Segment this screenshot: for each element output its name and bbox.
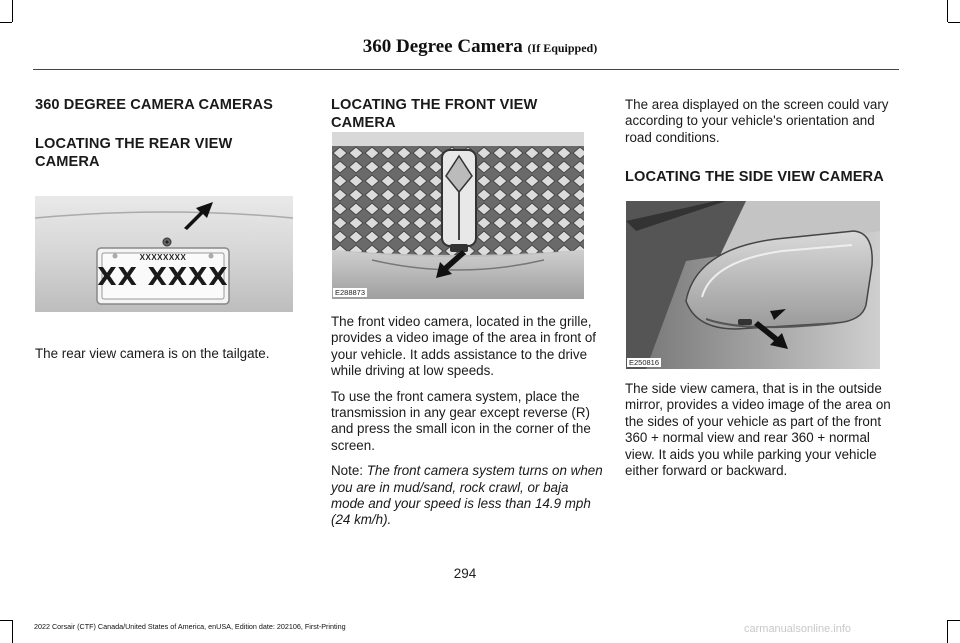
watermark: carmanualsonline.info <box>744 623 852 635</box>
figure-code: E288873 <box>335 288 366 297</box>
header-rule <box>33 69 899 70</box>
display-area-paragraph: The area displayed on the screen could vary according to your vehicle's orientation and road conditions. <box>625 97 889 145</box>
crop-mark <box>12 620 13 643</box>
page-number: 294 <box>453 566 477 581</box>
front-camera-body <box>331 314 603 529</box>
header-suffix: (If Equipped) <box>527 41 598 55</box>
front-grille-illustration <box>332 132 584 299</box>
page-header <box>0 36 960 58</box>
rear-camera-heading: LOCATING THE REAR VIEW CAMERA <box>35 136 233 170</box>
side-camera-heading: LOCATING THE SIDE VIEW CAMERA <box>625 169 884 186</box>
column-2 <box>331 96 599 132</box>
crop-mark <box>947 620 948 643</box>
page-footer: 2022 Corsair (CTF) Canada/United States of America, enUSA, Edition date: 202106, First-Printing <box>34 622 346 631</box>
mirror-drawing <box>626 201 880 369</box>
front-camera-usage-paragraph: To use the front camera system, place the transmission in any gear except reverse (R) and press the small icon in the corner of the screen. <box>331 388 591 453</box>
grille-drawing <box>332 132 584 299</box>
crop-mark <box>948 22 960 23</box>
section-heading: 360 DEGREE CAMERA CAMERAS <box>35 97 273 113</box>
crop-mark <box>947 0 948 22</box>
crop-mark <box>0 22 12 23</box>
note-text: The front camera system turns on when you are in mud/sand, rock crawl, or baja mode and your speed is less than 14.9 mph (24 km/h). <box>331 463 603 528</box>
crop-mark <box>948 620 960 621</box>
front-camera-heading: LOCATING THE FRONT VIEW CAMERA <box>331 97 538 131</box>
plate-top-text: XXXXXXXX <box>139 253 187 262</box>
crop-mark <box>0 620 12 621</box>
plate-main-text: XX XXXX <box>97 262 229 291</box>
rear-camera-illustration <box>35 196 293 312</box>
side-mirror-illustration <box>626 201 880 369</box>
column-3 <box>625 97 897 186</box>
front-camera-note <box>331 463 603 529</box>
front-camera-paragraph: The front video camera, located in the grille, provides a video image of the area in front of your vehicle. It adds assistance to the drive while driving at low speeds. <box>331 314 596 379</box>
rear-camera-text: The rear view camera is on the tailgate. <box>35 346 270 361</box>
side-camera-paragraph: The side view camera, that is in the outside mirror, provides a video image of the area on the sides of your vehicle as part of the front 360 + normal view and rear 360 + normal view. It aids you while parking your vehicle either forward or backward. <box>625 381 891 479</box>
column-1 <box>35 96 300 171</box>
crop-mark <box>12 0 13 22</box>
figure-code: E250816 <box>629 358 660 367</box>
note-label: Note: <box>331 463 364 479</box>
header-title: 360 Degree Camera <box>362 36 523 57</box>
